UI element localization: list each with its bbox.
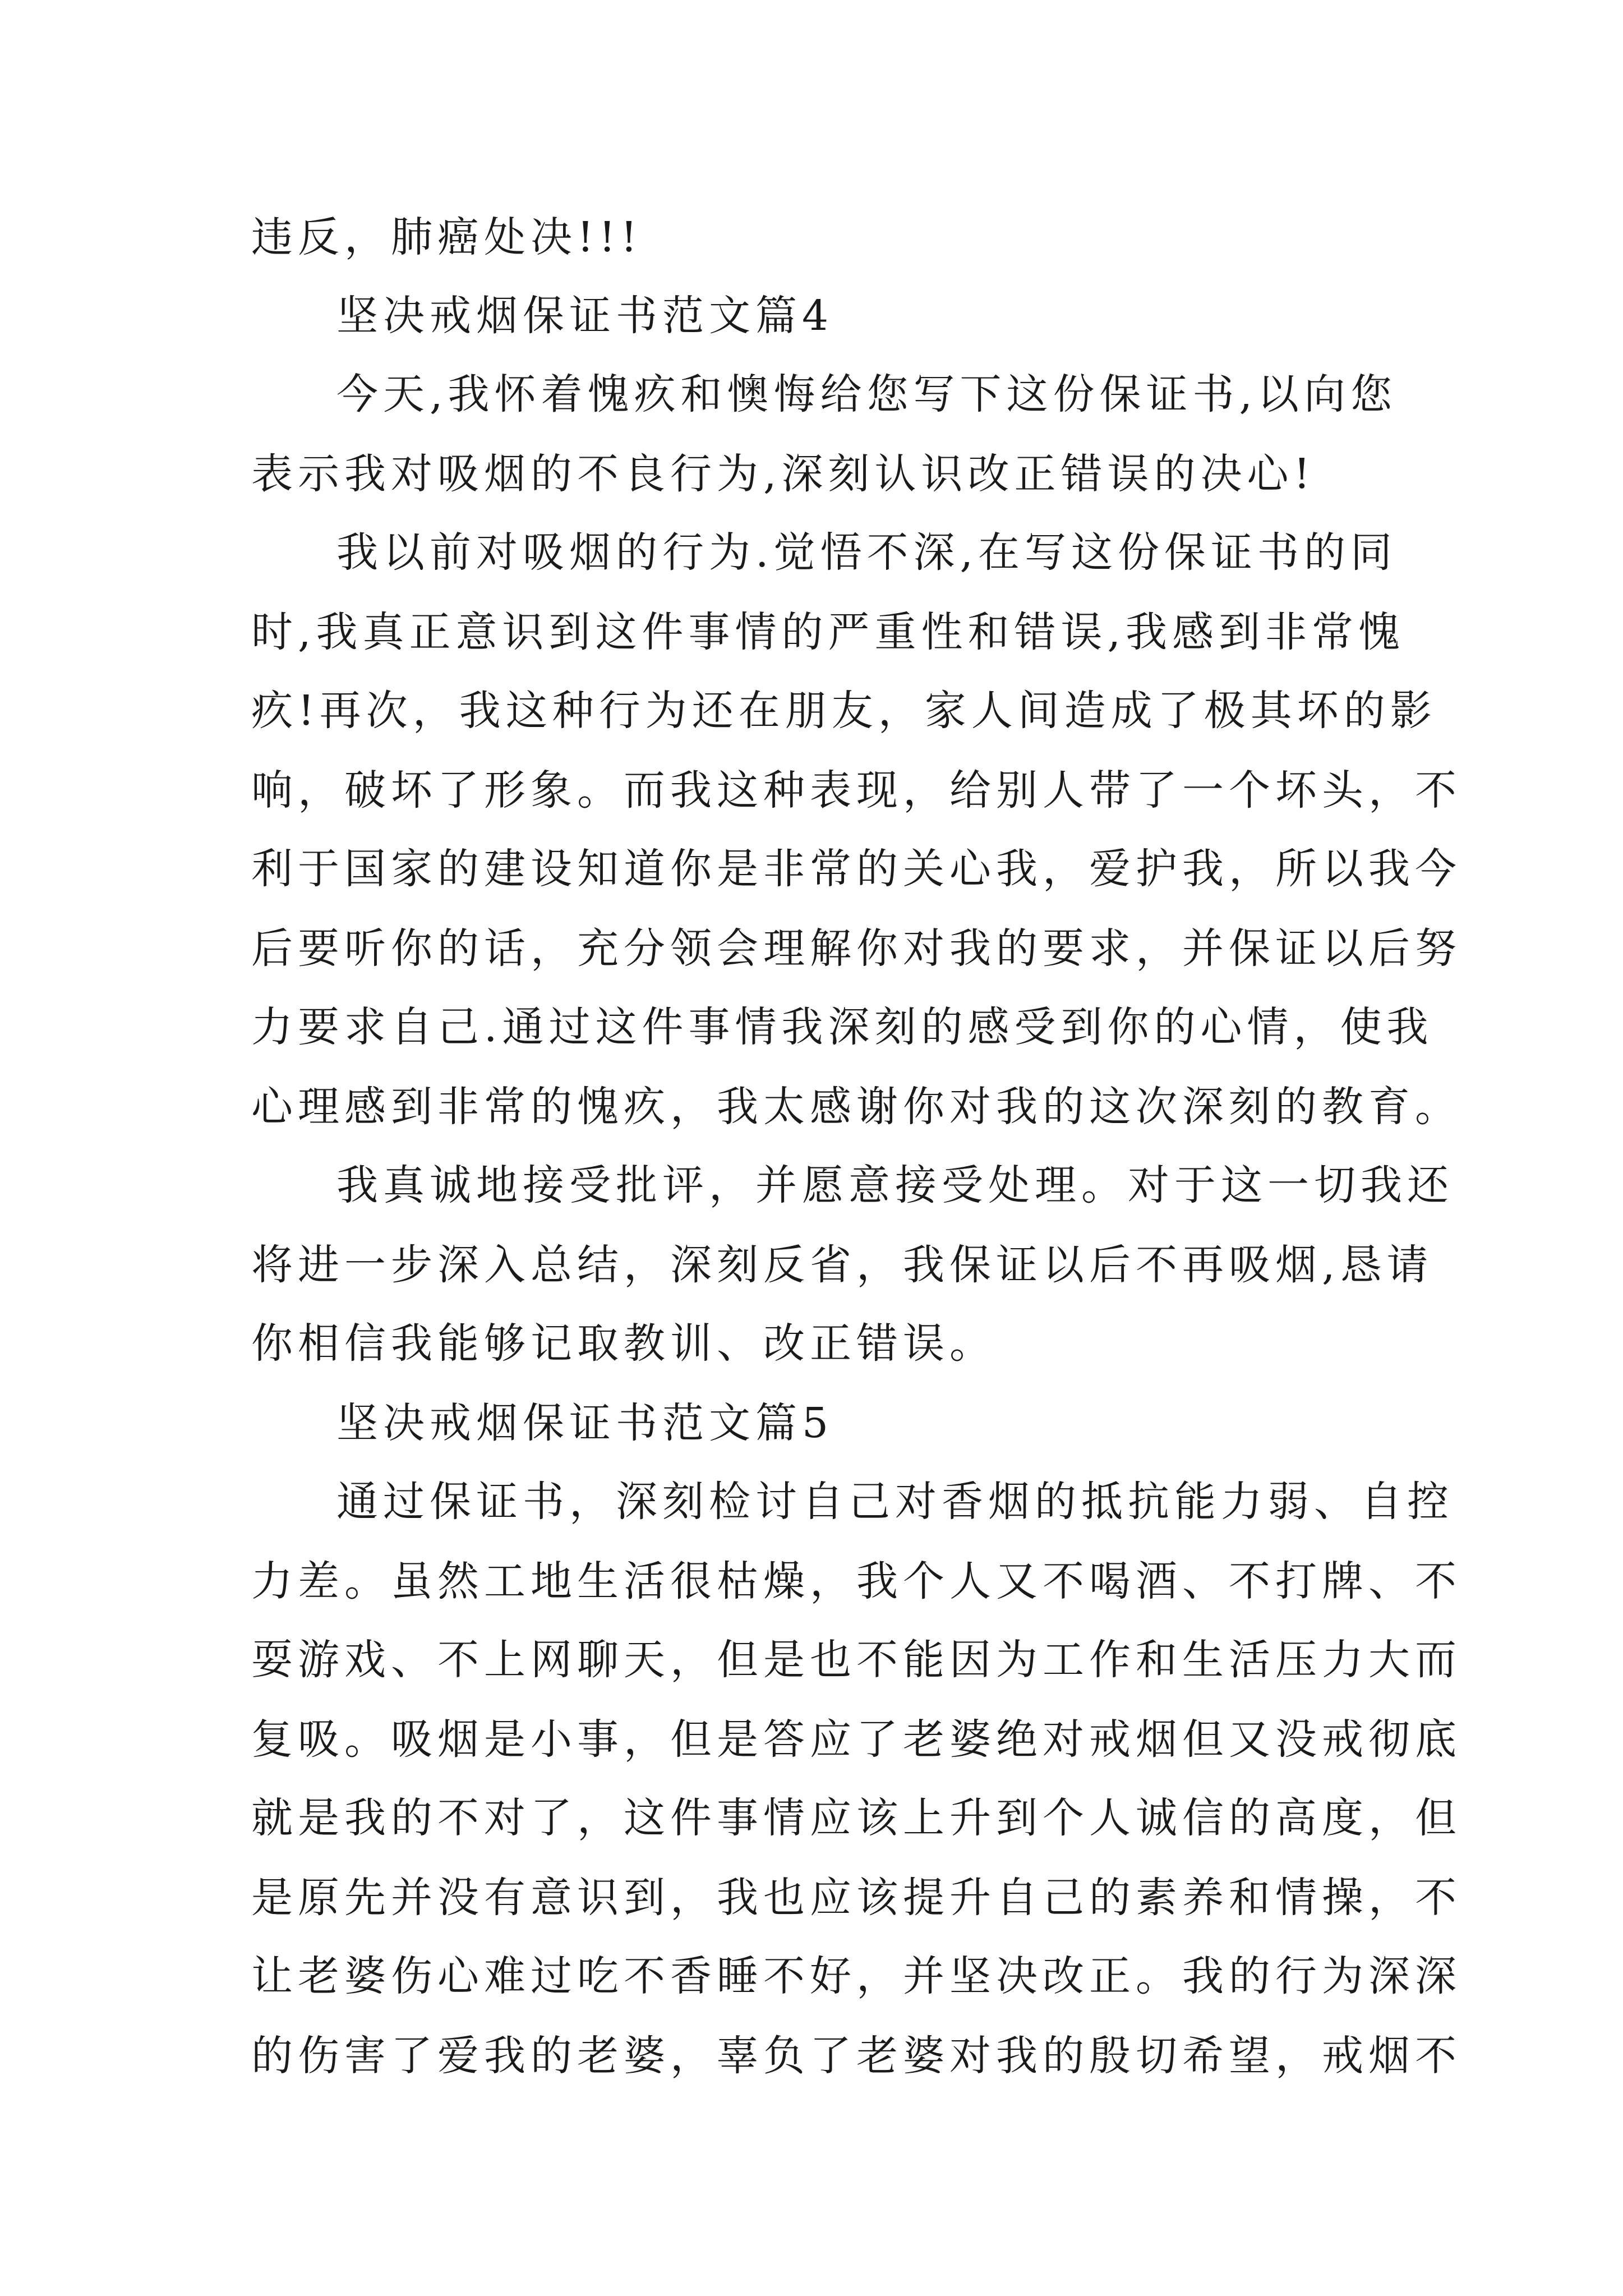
section-heading-4: 坚决戒烟保证书范文篇4 xyxy=(336,292,834,340)
paragraph-line: 的伤害了爱我的老婆，辜负了老婆对我的殷切希望，戒烟不 xyxy=(251,2032,1461,2080)
paragraph-line: 是原先并没有意识到，我也应该提升自己的素养和情操，不 xyxy=(251,1874,1461,1922)
paragraph-line: 后要听你的话，充分领会理解你对我的要求，并保证以后努 xyxy=(251,924,1461,973)
paragraph-line: 耍游戏、不上网聊天，但是也不能因为工作和生活压力大而 xyxy=(251,1636,1461,1684)
paragraph-line: 今天,我怀着愧疚和懊悔给您写下这份保证书,以向您 xyxy=(336,370,1398,418)
paragraph-line: 利于国家的建设知道你是非常的关心我，爱护我，所以我今 xyxy=(251,845,1461,893)
paragraph-line: 疚!再次，我这种行为还在朋友，家人间造成了极其坏的影 xyxy=(251,687,1437,735)
paragraph-line: 心理感到非常的愧疚，我太感谢你对我的这次深刻的教育。 xyxy=(251,1083,1461,1131)
paragraph-line: 我真诚地接受批评，并愿意接受处理。对于这一切我还 xyxy=(336,1161,1454,1209)
paragraph-line: 就是我的不对了，这件事情应该上升到个人诚信的高度，但 xyxy=(251,1794,1461,1842)
paragraph-line: 响，破坏了形象。而我这种表现，给别人带了一个坏头，不 xyxy=(251,766,1461,815)
text-line: 违反，肺癌处决!!! xyxy=(251,213,643,261)
paragraph-line: 时,我真正意识到这件事情的严重性和错误,我感到非常愧 xyxy=(251,608,1405,656)
paragraph-line: 力要求自己.通过这件事情我深刻的感受到你的心情，使我 xyxy=(251,1003,1433,1051)
section-heading-5: 坚决戒烟保证书范文篇5 xyxy=(336,1399,834,1447)
paragraph-line: 通过保证书，深刻检讨自己对香烟的抵抗能力弱、自控 xyxy=(336,1478,1454,1526)
paragraph-line: 让老婆伤心难过吃不香睡不好，并坚决改正。我的行为深深 xyxy=(251,1952,1461,2000)
paragraph-line: 我以前对吸烟的行为.觉悟不深,在写这份保证书的同 xyxy=(336,528,1398,577)
paragraph-line: 复吸。吸烟是小事，但是答应了老婆绝对戒烟但又没戒彻底 xyxy=(251,1715,1461,1764)
paragraph-line: 力差。虽然工地生活很枯燥，我个人又不喝酒、不打牌、不 xyxy=(251,1557,1461,1605)
paragraph-line: 将进一步深入总结，深刻反省，我保证以后不再吸烟,恳请 xyxy=(251,1241,1433,1289)
paragraph-line: 表示我对吸烟的不良行为,深刻认识改正错误的决心! xyxy=(251,450,1316,498)
paragraph-line: 你相信我能够记取教训、改正错误。 xyxy=(251,1319,996,1368)
